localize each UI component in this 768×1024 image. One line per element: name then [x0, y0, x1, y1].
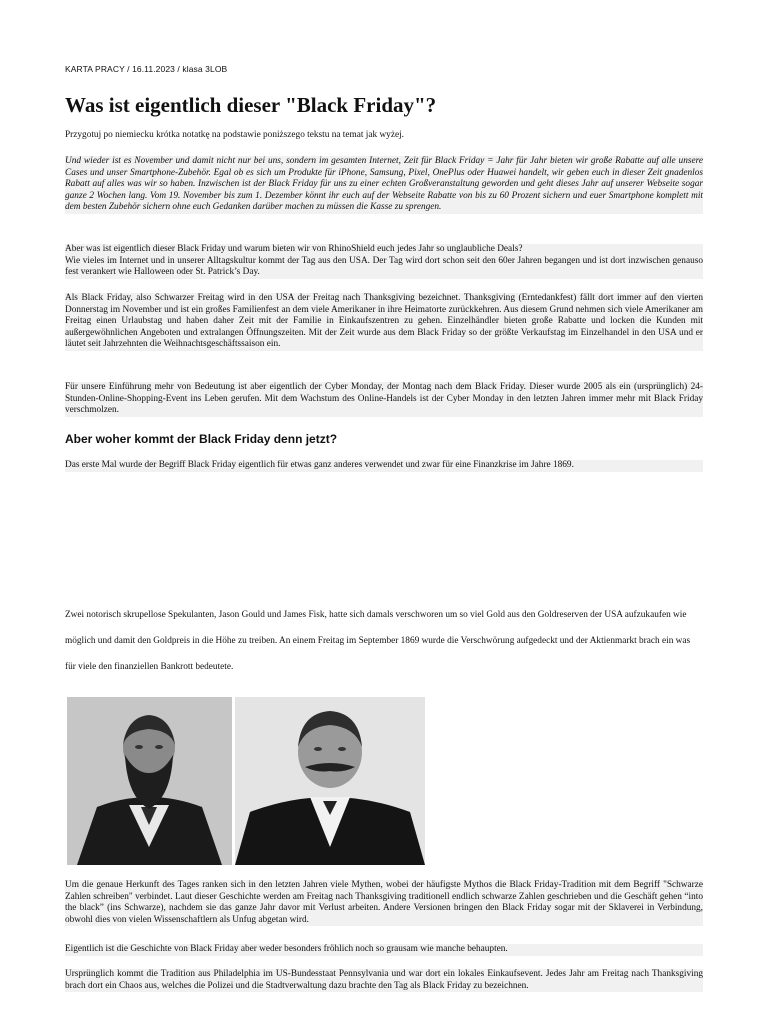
worksheet-header: KARTA PRACY / 16.11.2023 / klasa 3LOB	[65, 64, 228, 74]
intro-paragraph: Und wieder ist es November und damit nicht nur bei uns, sondern im gesamten Internet, Zeit für Black Friday = Jahr für Jahr bieten wir große Rabatte auf alle unsere Cases und unser Smartphone-Zubehör. Egal ob es sich um Produkte für iPhone, Samsung, Pixel, OnePlus oder Huawei handelt, wir geben euch in dieser Zeit gnadenlos Rabatt auf alles was wir so haben. Inzwischen ist der Black Friday für uns zu einer echten Großveranstaltung geworden und geht dieses Jahr auf unserer Webseite sogar ganze 2 Wochen lang. Vom 19. November bis zum 1. Dezember könnt ihr euch auf der Webseite Rabatte von bis zu 60 Prozent sichern und euer Smartphone komplett mit dem besten Zubehör sichern ohne euch Gedanken darüber machen zu müssen die Kasse zu sprengen.	[65, 156, 703, 212]
instruction-text: Przygotuj po niemiecku krótka notatkę na podstawie poniższego tekstu na temat jak wyżej.	[65, 130, 404, 140]
paragraph-2: Aber was ist eigentlich dieser Black Friday und warum bieten wir von RhinoShield euch jedes Jahr so unglaubliche Deals? Wie vieles im Internet und in unserer Alltagskultur kommt der Tag aus den USA. Der Tag wird dort schon seit den 60er Jahren begangen und ist dort inzwischen genauso fest verankert wie Halloween oder St. Patrick’s Day.	[65, 244, 703, 277]
paragraph-9: Ursprünglich kommt die Tradition aus Philadelphia im US-Bundesstaat Pennsylvania und war dort ein lokales Einkaufsevent. Jedes Jahr am Freitag nach Thanksgiving brach dort ein Chaos aus, welches die Polizei und die Stadtverwaltung dazu brachte den Tag als Black Friday zu bezeichnen.	[65, 969, 703, 991]
historical-photos	[67, 697, 491, 865]
portrait-photo-fisk	[235, 697, 425, 865]
paragraph-5: Das erste Mal wurde der Begriff Black Friday eigentlich für etwas ganz anderes verwendet und zwar für eine Finanzkrise im Jahre 1869.	[65, 460, 703, 472]
paragraph-6: Zwei notorisch skrupellose Spekulanten, Jason Gould und James Fisk, hatte sich damals verschworen um so viel Gold aus den Goldreserven der USA aufzukaufen wie möglich und damit den Goldpreis in die Höhe zu treiben. An einem Freitag im September 1869 wurde die Verschwörung aufgedeckt und der Aktienmarkt brach ein was für viele den finanziellen Bankrott bedeutete.	[65, 610, 691, 672]
portrait-photo-gould	[67, 697, 232, 865]
paragraph-4: Für unsere Einführung mehr von Bedeutung ist aber eigentlich der Cyber Monday, der Montag nach dem Black Friday. Dieser wurde 2005 als ein (ursprünglich) 24-Stunden-Online-Shopping-Event ins Leben gerufen. Mit dem Wachstum des Online-Handels ist der Cyber Monday in den letzten Jahren immer mehr mit Black Friday verschmolzen.	[65, 382, 703, 415]
paragraph-7: Um die genaue Herkunft des Tages ranken sich in den letzten Jahren viele Mythen, wobei der häufigste Mythos die Black Friday-Tradition mit dem Begriff "Schwarze Zahlen schreiben" verbindet. Laut dieser Geschichte werden am Freitag nach Thanksgiving traditionell endlich schwarze Zahlen geschrieben und die Geschäft gehen “into the black” (ins Schwarze), nachdem sie das ganze Jahr davor mit Verlust arbeiten. Andere Versionen bringen den Black Friday sogar mit der Sklaverei in Verbindung, obwohl dies von vielen Wissenschaftlern als Unfug abgetan wird.	[65, 880, 703, 925]
paragraph-3: Als Black Friday, also Schwarzer Freitag wird in den USA der Freitag nach Thanksgiving bezeichnet. Thanksgiving (Erntedankfest) fällt dort immer auf den vierten Donnerstag im November und ist ein großes Familienfest an dem viele Amerikaner in ihre Heimatorte zurückkehren. Aus diesem Grund nehmen sich viele Amerikaner am Freitag einen Urlaubstag und haben daher Zeit mit der Familie in Einkaufszentren zu gehen. Einzelhändler bieten große Rabatte und locken die Kunden mit außergewöhnlichen Angeboten und extralangen Öffnungszeiten. Mit der Zeit wurde aus dem Black Friday so der größte Verkaufstag im Einzelhandel in den USA und er läutet seit Jahrzehnten die Weihnachtsgeschäftssaison ein.	[65, 293, 703, 349]
section-heading: Aber woher kommt der Black Friday denn jetzt?	[65, 432, 338, 446]
page-title: Was ist eigentlich dieser "Black Friday"?	[65, 93, 437, 117]
paragraph-8: Eigentlich ist die Geschichte von Black Friday aber weder besonders fröhlich noch so grausam wie manche behaupten.	[65, 944, 703, 956]
